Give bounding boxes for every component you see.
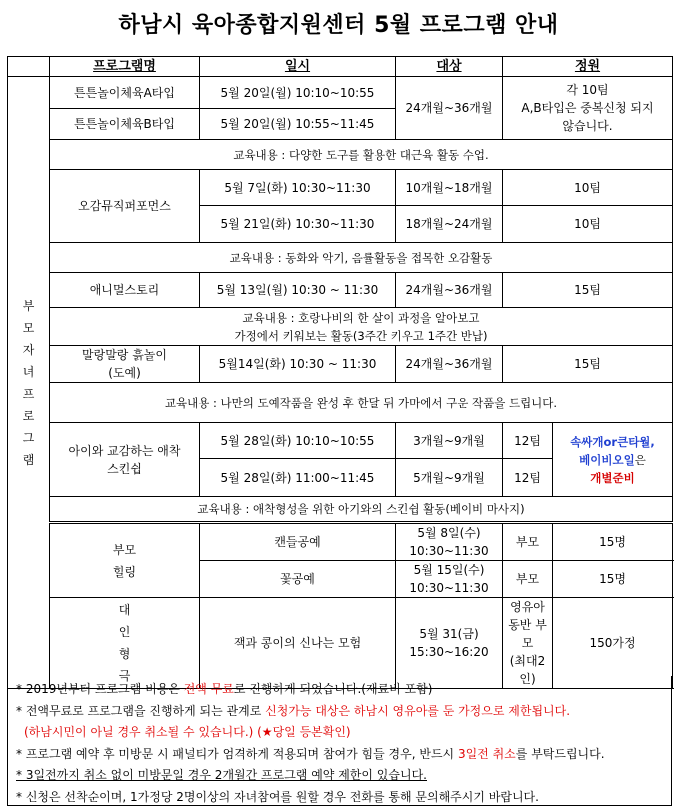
- program-date: 5월 31(금) 15:30~16:20: [396, 598, 503, 689]
- vertical-char: 그: [22, 430, 35, 445]
- program-target: 10개월~18개월: [396, 170, 503, 206]
- program-capacity: 10팀: [503, 206, 673, 243]
- program-target: 24개월~36개월: [396, 77, 503, 140]
- vertical-char: 부: [22, 298, 35, 313]
- note-1: * 2019년부터 프로그램 비용은 전액 무료로 진행하게 되었습니다.(재료비 포함): [16, 682, 433, 696]
- program-name: 애니멀스토리: [50, 273, 200, 308]
- program-name: 말랑말랑 흙놀이 (도예): [50, 346, 200, 383]
- vertical-char: 극: [118, 669, 131, 683]
- notes-box: [7, 676, 672, 806]
- note-6: * 신청은 선착순이며, 1가정당 2명이상의 자녀참여를 원할 경우 전화를 통해 문의해주시기 바랍니다.: [16, 789, 539, 804]
- program-capacity: 15팀: [503, 273, 673, 308]
- program-date: 5월 28일(화) 10:10~10:55: [200, 423, 396, 459]
- note-2: * 전액무료로 프로그램을 진행하게 되는 관계로 신청가능 대상은 하남시 영유아를 둔 가정으로 제한됩니다.: [16, 703, 571, 718]
- program-date: 5월 28일(화) 11:00~11:45: [200, 459, 396, 497]
- header-schedule: 일시: [200, 57, 396, 77]
- program-target: 3개월~9개월: [396, 423, 503, 459]
- program-date: 5월14일(화) 10:30 ~ 11:30: [200, 346, 396, 383]
- program-name: 캔들공예: [200, 523, 396, 561]
- program-target: 부모: [503, 561, 553, 598]
- category-parent-healing: 부모 힐링: [50, 523, 200, 598]
- program-target: 18개월~24개월: [396, 206, 503, 243]
- category-parent-child-label: [10, 295, 47, 471]
- category-parent-child: [8, 77, 50, 689]
- program-date: 5월 20일(월) 10:10~10:55: [200, 77, 396, 109]
- header-blank: [8, 57, 50, 77]
- program-date: 5월 15일(수) 10:30~11:30: [396, 561, 503, 598]
- program-capacity: 15명: [553, 561, 673, 598]
- program-target: 부모: [503, 523, 553, 561]
- edu-content: 교육내용 : 애착형성을 위한 아기와의 스킨쉽 활동(베이비 마사지): [50, 497, 673, 523]
- program-capacity: 각 10팀 A,B타입은 중복신청 되지 않습니다.: [503, 77, 673, 140]
- program-date: 5월 21일(화) 10:30~11:30: [200, 206, 396, 243]
- program-target: 24개월~36개월: [396, 346, 503, 383]
- vertical-char: 프: [22, 386, 35, 401]
- program-target: 24개월~36개월: [396, 273, 503, 308]
- program-target: 5개월~9개월: [396, 459, 503, 497]
- vertical-char: 자: [22, 342, 35, 357]
- program-name: 꽃공예: [200, 561, 396, 598]
- program-capacity: 10팀: [503, 170, 673, 206]
- program-name: 오감뮤직퍼포먼스: [50, 170, 200, 243]
- category-intergen-label: [52, 599, 197, 687]
- edu-content: 교육내용 : 동화와 악기, 음률활동을 접목한 오감활동: [50, 243, 673, 273]
- vertical-char: 모: [22, 320, 35, 335]
- program-name: 잭과 콩이의 신나는 모험: [200, 598, 396, 689]
- edu-content: 교육내용 : 다양한 도구를 활용한 대근육 활동 수업.: [50, 140, 673, 170]
- edu-content: 교육내용 : 호랑나비의 한 살이 과정을 알아보고 가정에서 키워보는 활동(3주간 키우고 1주간 반납): [50, 308, 673, 346]
- program-name: 아이와 교감하는 애착 스킨쉽: [50, 423, 200, 497]
- program-date: 5월 13일(월) 10:30 ~ 11:30: [200, 273, 396, 308]
- header-program: 프로그램명: [50, 57, 200, 77]
- note-4: * 프로그램 예약 후 미방문 시 패널티가 엄격하게 적용되며 참여가 힘들 경우, 반드시 3일전 취소를 부탁드립니다.: [16, 746, 605, 761]
- program-date: 5월 20일(월) 10:55~11:45: [200, 109, 396, 140]
- vertical-char: 로: [22, 408, 35, 423]
- page-title: 하남시 육아종합지원센터 5월 프로그램 안내: [118, 13, 559, 38]
- program-capacity: 150가정: [553, 598, 673, 689]
- vertical-char: 형: [118, 647, 131, 661]
- program-name: 튼튼놀이체육B타입: [50, 109, 200, 140]
- vertical-char: 녀: [22, 364, 35, 379]
- preparation-note: 속싸개or큰타월, 베이비오일은 개별준비: [553, 423, 673, 497]
- vertical-char: 대: [118, 603, 131, 617]
- program-target: 영유아 동반 부모 (최대2인): [503, 598, 553, 689]
- program-capacity: 12팀: [503, 423, 553, 459]
- program-capacity: 15팀: [503, 346, 673, 383]
- program-capacity: 15명: [553, 523, 673, 561]
- header-capacity: 정원: [503, 57, 673, 77]
- note-3: (하남시민이 아닐 경우 취소될 수 있습니다.) (★당일 등본확인): [24, 725, 351, 739]
- program-name: 튼튼놀이체육A타입: [50, 77, 200, 109]
- program-table: [7, 56, 673, 689]
- category-intergen: [50, 598, 200, 689]
- program-capacity: 12팀: [503, 459, 553, 497]
- program-date: 5월 8일(수) 10:30~11:30: [396, 523, 503, 561]
- note-5: * 3일전까지 취소 없이 미방문일 경우 2개월간 프로그램 예약 제한이 있습니다.: [16, 768, 427, 782]
- edu-content: 교육내용 : 나만의 도예작품을 완성 후 한달 뒤 가마에서 구운 작품을 드립니다.: [50, 383, 673, 423]
- header-target: 대상: [396, 57, 503, 77]
- program-date: 5월 7일(화) 10:30~11:30: [200, 170, 396, 206]
- vertical-char: 인: [118, 625, 131, 639]
- vertical-char: 램: [22, 452, 35, 467]
